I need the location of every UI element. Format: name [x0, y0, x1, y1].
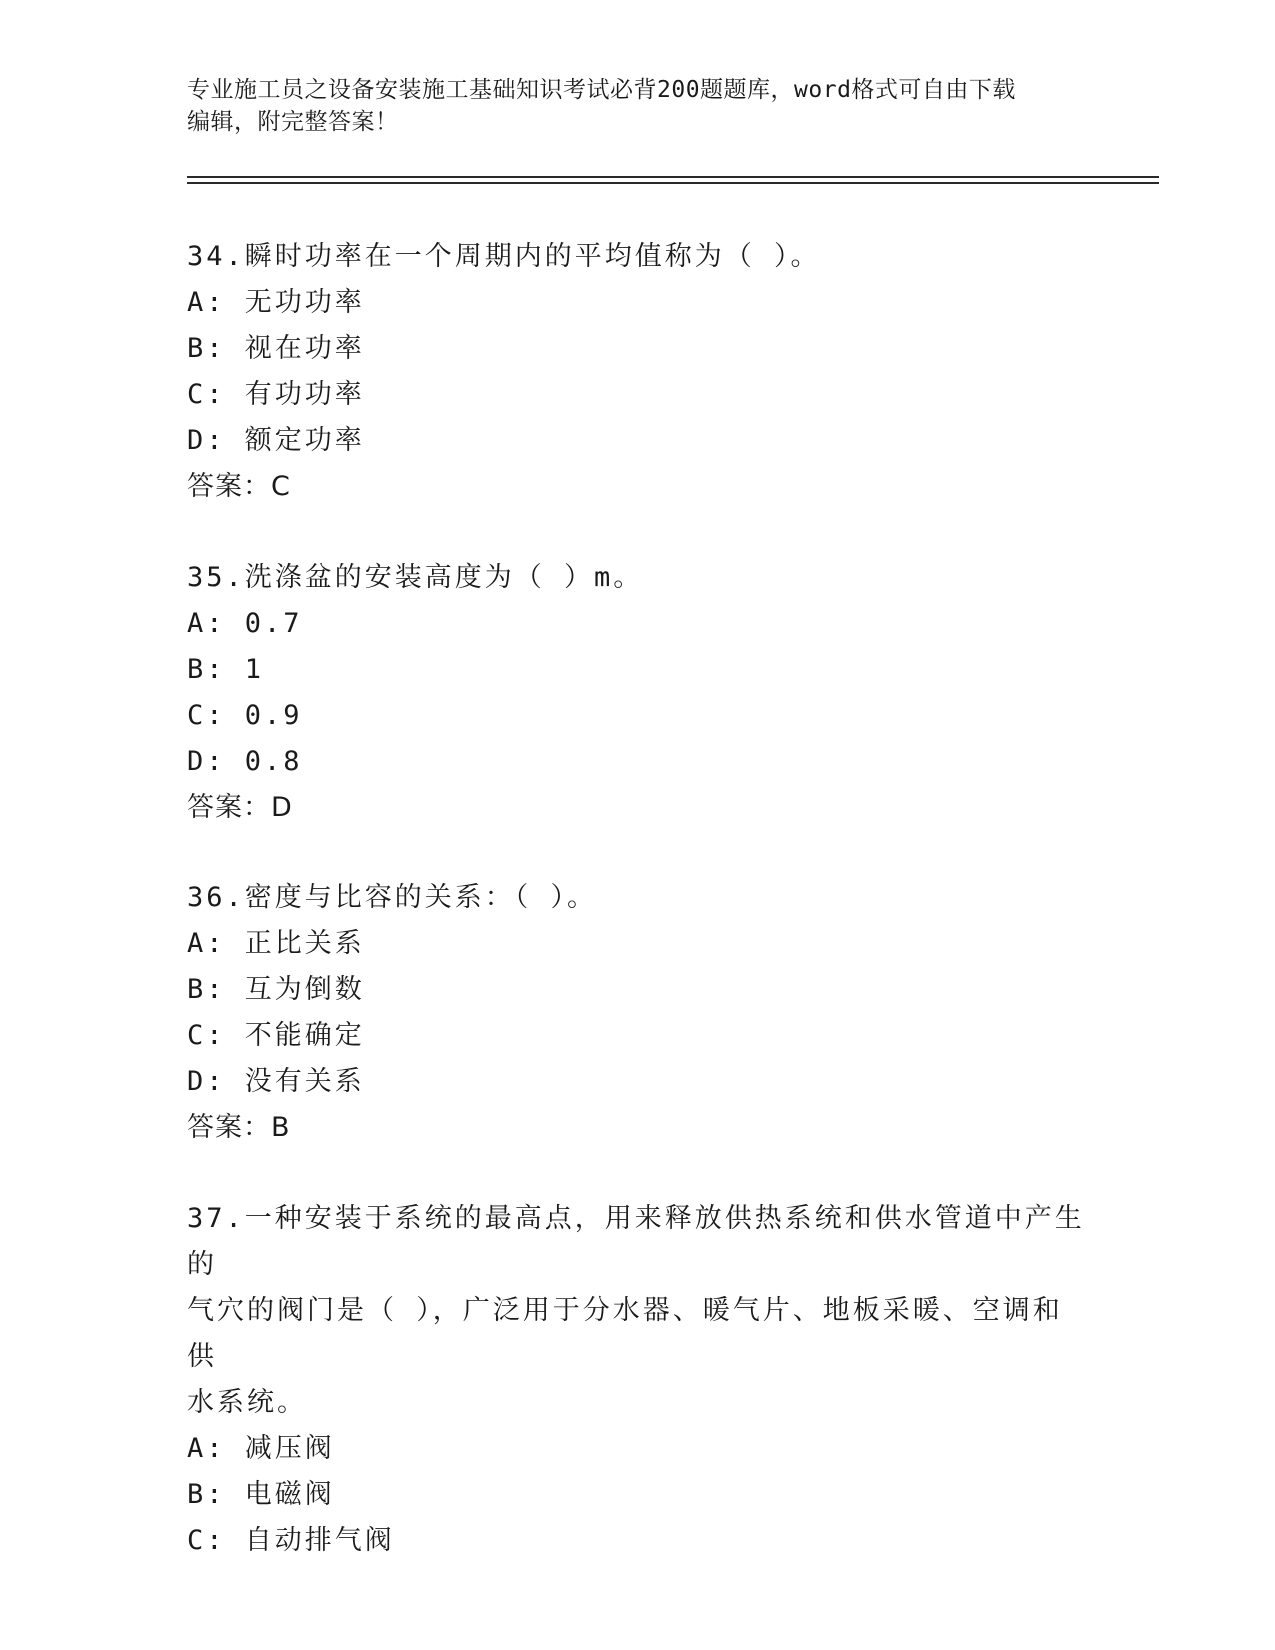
header-title-line-1: 专业施工员之设备安装施工基础知识考试必背200题题库，word格式可自由下载 [187, 77, 1016, 103]
question-text: 35.洗涤盆的安装高度为（ ）m。 [187, 562, 644, 593]
option-b: B: 电磁阀 [187, 1479, 335, 1510]
answer: 答案：B [187, 1112, 291, 1143]
question-36 [187, 875, 1087, 1151]
option-d: D: 额定功率 [187, 425, 365, 456]
question-37 [187, 1196, 1087, 1564]
option-d: D: 0.8 [187, 746, 303, 777]
answer: 答案：D [187, 792, 293, 823]
header-title-line-2: 编辑，附完整答案！ [187, 109, 399, 135]
option-c: C: 不能确定 [187, 1020, 365, 1051]
option-a: A: 减压阀 [187, 1433, 335, 1464]
question-text: 36.密度与比容的关系：（ ）。 [187, 882, 598, 913]
question-text-line-2: 气穴的阀门是（ ），广泛用于分水器、暖气片、地板采暖、空调和供 [187, 1295, 1063, 1372]
header-divider-bottom [187, 182, 1159, 184]
option-c: C: 有功功率 [187, 379, 365, 410]
question-text: 34.瞬时功率在一个周期内的平均值称为（ ）。 [187, 241, 821, 272]
option-c: C: 自动排气阀 [187, 1525, 395, 1556]
question-text-line-1: 37.一种安装于系统的最高点，用来释放供热系统和供水管道中产生的 [187, 1203, 1085, 1280]
header-divider-top [187, 176, 1159, 178]
option-b: B: 1 [187, 654, 265, 685]
option-a: A: 正比关系 [187, 928, 365, 959]
option-d: D: 没有关系 [187, 1066, 365, 1097]
option-a: A: 0.7 [187, 608, 303, 639]
answer: 答案：C [187, 471, 291, 502]
option-b: B: 互为倒数 [187, 974, 365, 1005]
option-a: A: 无功功率 [187, 287, 365, 318]
document-header [187, 74, 1087, 138]
question-34 [187, 234, 1087, 510]
question-35 [187, 555, 1087, 831]
option-b: B: 视在功率 [187, 333, 365, 364]
question-text-line-3: 水系统。 [187, 1387, 307, 1418]
option-c: C: 0.9 [187, 700, 303, 731]
